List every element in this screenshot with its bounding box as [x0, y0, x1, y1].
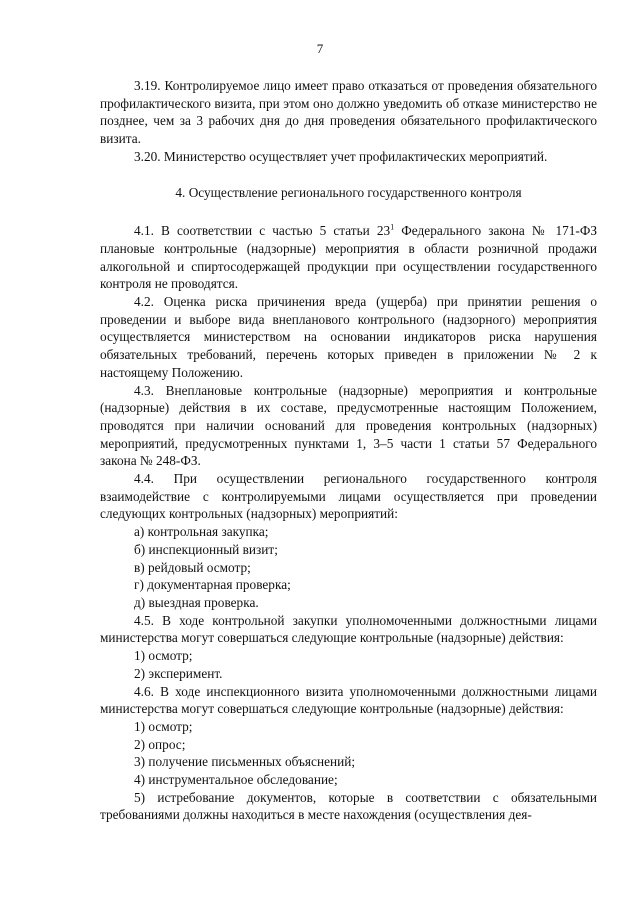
list-item: 3) получение письменных объяснений; — [134, 754, 356, 770]
paragraph-4-3: 4.3. Внеплановые контрольные (надзорные) мероприятия и контрольные (надзорные) действия в их составе, предусмотренные настоящим Положением, проводятся при наличии оснований для проведения контрольных (надзорных) мероприятий, предусмотренных пунктами 1, 3–5 части 1 статьи 57 Федерального закона № 248-ФЗ. — [100, 382, 597, 469]
paragraph-3-19: 3.19. Контролируемое лицо имеет право отказаться от проведения обязательного профилактического визита, при этом оно должно уведомить об отказе министерство не позднее, чем за 3 рабочих дня до дня проведения обязательного профилактического визита. — [100, 78, 597, 147]
paragraph-3-20: 3.20. Министерство осуществляет учет профилактических мероприятий. — [134, 148, 548, 164]
list-4-5 — [100, 647, 597, 682]
list-item: 1) осмотр; — [134, 718, 193, 734]
document-body — [100, 77, 597, 824]
list-item: б) инспекционный визит; — [134, 541, 278, 557]
page-number: 7 — [316, 41, 324, 56]
paragraph-4-1-rest: Федерального закона № 171-ФЗ плановые контрольные (надзорные) мероприятия в области розничной продажи алкогольной и спиртосодержащей продукции при осуществлении государственного контроля не проводятся. — [100, 223, 597, 292]
paragraph-4-1 — [100, 222, 597, 293]
paragraph-4-4: 4.4. При осуществлении регионального государственного контроля взаимодействие с контролируемыми лицами осуществляется при проведении следующих контрольных (надзорных) мероприятий: — [100, 471, 597, 522]
list-item: 4) инструментальное обследование; — [134, 772, 338, 788]
list-item: 2) опрос; — [134, 736, 186, 752]
list-item: 1) осмотр; — [134, 648, 193, 664]
list-item: д) выездная проверка. — [134, 594, 259, 610]
list-4-6 — [100, 718, 597, 789]
list-item: 2) эксперимент. — [134, 665, 223, 681]
article-superscript: 1 — [390, 222, 395, 232]
paragraph-4-2: 4.2. Оценка риска причинения вреда (ущерба) при принятии решения о проведении и выборе вида внепланового контрольного (надзорного) мероприятия осуществляется министерством на основании индикаторов риска нарушения обязательных требований, перечень которых приведен в приложении № 2 к настоящему Положению. — [100, 294, 597, 380]
list-item: г) документарная проверка; — [134, 577, 291, 593]
paragraph-4-6: 4.6. В ходе инспекционного визита уполномоченными должностными лицами министерства могут совершаться следующие контрольные (надзорные) действия: — [100, 683, 597, 717]
paragraph-4-6-item-5: 5) истребование документов, которые в соответствии с обязательными требованиями должны находиться в месте нахождения (осуществления дея- — [100, 789, 597, 823]
paragraph-4-1-lead: 4.1. В соответствии с частью 5 статьи 23 — [134, 223, 391, 239]
paragraph-4-5: 4.5. В ходе контрольной закупки уполномоченными должностными лицами министерства могут совершаться следующие контрольные (надзорные) действия: — [100, 612, 597, 646]
section-4-heading: 4. Осуществление регионального государственного контроля — [175, 184, 522, 200]
list-4-4 — [100, 523, 597, 612]
list-item: в) рейдовый осмотр; — [134, 559, 251, 575]
list-item: а) контрольная закупка; — [134, 524, 269, 540]
